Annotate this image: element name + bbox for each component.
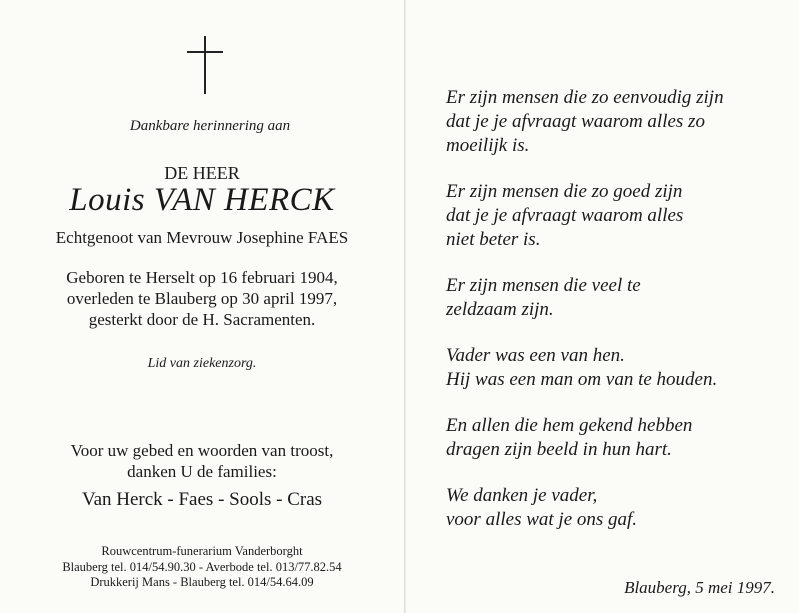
poem-stanza [446, 484, 724, 532]
poem-stanza [446, 274, 724, 322]
poem-line: voor alles wat je ons gaf. [446, 509, 638, 530]
poem-line: moeilijk is. [446, 135, 530, 156]
poem-line: Er zijn mensen die veel te [446, 275, 641, 296]
poem-line: dragen zijn beeld in hun hart. [446, 439, 672, 460]
printer-line: Drukkerij Mans - Blauberg tel. 014/54.64.09 [90, 575, 314, 589]
poem-line: Er zijn mensen die zo eenvoudig zijn [446, 87, 724, 108]
poem-line: dat je je afvraagt waarom alles zo [446, 111, 705, 132]
poem-line: Vader was een van hen. [446, 345, 625, 366]
poem-line: We danken je vader, [446, 485, 598, 506]
poem-line: niet beter is. [446, 229, 541, 250]
sacraments-line: gesterkt door de H. Sacramenten. [88, 310, 316, 329]
thanks-block [0, 440, 404, 482]
intro-text: Dankbare herinnering aan [129, 118, 291, 134]
poem-line: dat je je afvraagt waarom alles [446, 205, 684, 226]
poem [446, 86, 724, 554]
cross-icon [187, 36, 223, 94]
deceased-name: Louis VAN HERCK [69, 182, 335, 218]
printer-info [0, 544, 404, 591]
poem-line: zeldzaam zijn. [446, 299, 554, 320]
poem-line: Hij was een man om van te houden. [446, 369, 718, 390]
birth-line: Geboren te Herselt op 16 februari 1904, [66, 268, 338, 287]
printer-line: Rouwcentrum-funerarium Vanderborght [101, 544, 303, 558]
title-prefix: DE HEER [164, 163, 240, 183]
poem-stanza [446, 414, 724, 462]
families-line: Van Herck - Faes - Sools - Cras [81, 489, 323, 510]
death-line: overleden te Blauberg op 30 april 1997, [66, 289, 338, 308]
membership-line: Lid van ziekenzorg. [147, 356, 257, 371]
life-dates [0, 267, 404, 330]
poem-line: En allen die hem gekend hebben [446, 415, 693, 436]
thanks-line-1: Voor uw gebed en woorden van troost, [70, 441, 334, 460]
place-date: Blauberg, 5 mei 1997. [624, 578, 775, 597]
thanks-line-2: danken U de families: [127, 462, 277, 481]
poem-stanza [446, 86, 724, 158]
poem-stanza [446, 180, 724, 252]
poem-line: Er zijn mensen die zo goed zijn [446, 181, 683, 202]
right-panel [406, 0, 799, 613]
printer-line: Blauberg tel. 014/54.90.30 - Averbode tel. 013/77.82.54 [62, 559, 342, 574]
spouse-line: Echtgenoot van Mevrouw Josephine FAES [55, 228, 349, 247]
poem-stanza [446, 344, 724, 392]
